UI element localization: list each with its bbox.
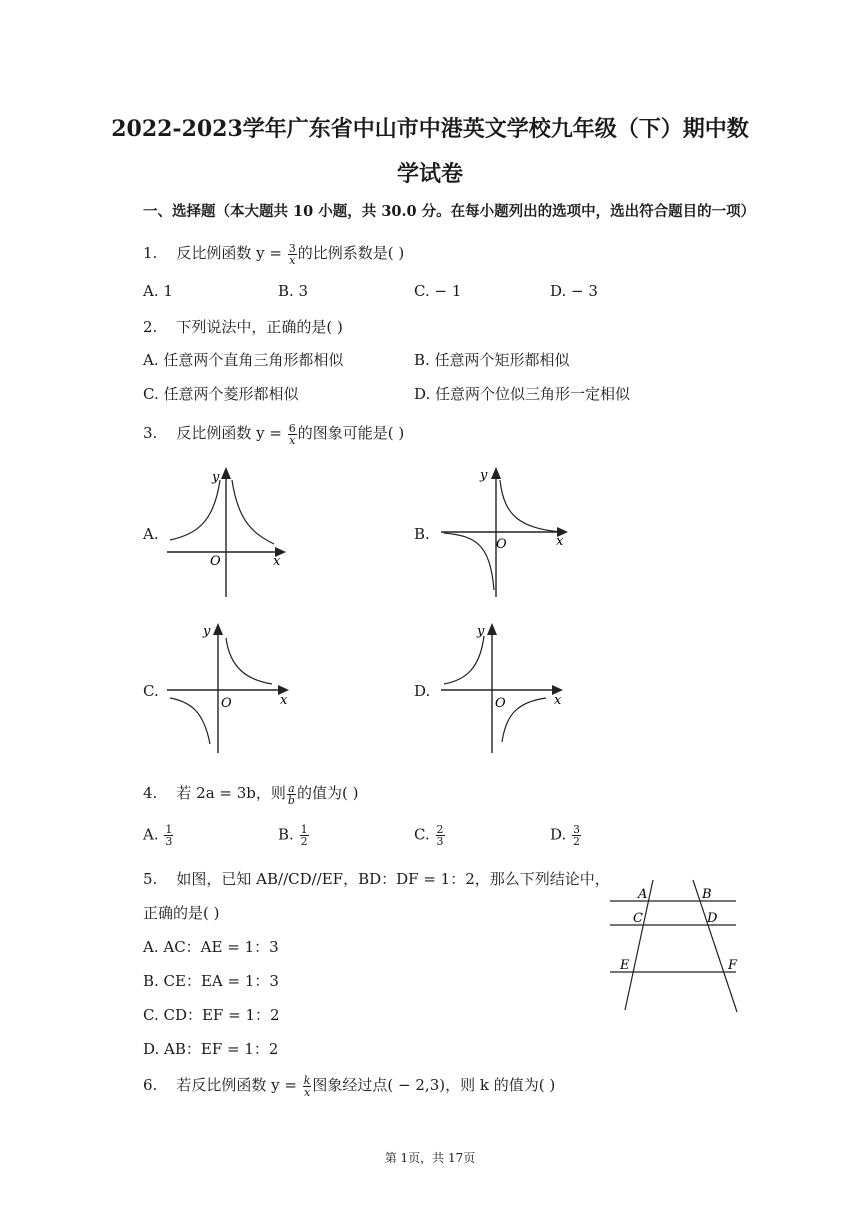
option-a[interactable]: A. [143, 525, 159, 543]
svg-text:E: E [620, 958, 630, 973]
option-a[interactable]: A. $\frac{1}{3}$ [143, 823, 173, 848]
option-d[interactable]: D. 任意两个位似三角形一定相似 [414, 385, 631, 403]
option-b[interactable]: B. 3 [278, 282, 309, 300]
svg-text:O: O [221, 696, 232, 711]
parallel-lines-figure [608, 876, 748, 1016]
graph-option-b [436, 462, 576, 602]
graph-option-d [436, 618, 576, 758]
question-3: 3. 反比例函数 y = $\frac{6}{x}$ 的图象可能是( ) [143, 421, 405, 447]
option-b[interactable]: B. 任意两个矩形都相似 [414, 351, 570, 369]
svg-text:y: y [203, 624, 211, 639]
graph-option-c [162, 618, 302, 758]
question-4: 4. 若 2a = 3b，则 $\frac{a}{b}$ 的值为( ) [143, 781, 359, 807]
svg-text:x: x [556, 534, 564, 549]
svg-text:y: y [480, 468, 488, 483]
option-b[interactable]: B. CE：EA = 1：3 [143, 972, 279, 990]
option-b[interactable]: B. $\frac{1}{2}$ [278, 823, 308, 848]
option-c[interactable]: C. CD：EF = 1：2 [143, 1006, 280, 1024]
fraction: $\frac{a}{b}$ [287, 781, 295, 807]
option-a[interactable]: A. AC：AE = 1：3 [143, 938, 279, 956]
option-d[interactable]: D. [414, 682, 431, 700]
svg-text:B: B [702, 887, 712, 902]
fraction: $\frac{k}{x}$ [303, 1073, 311, 1099]
svg-text:x: x [280, 693, 288, 708]
fraction: $\frac{6}{x}$ [288, 421, 296, 447]
svg-text:y: y [477, 624, 485, 639]
option-c[interactable]: C. 任意两个菱形都相似 [143, 385, 299, 403]
page-footer: 第 1页，共 17页 [384, 1151, 476, 1165]
question-6: 6. 若反比例函数 y = $\frac{k}{x}$ 图象经过点( − 2,3)，则 k 的值为( ) [143, 1073, 556, 1099]
question-5-line2: 正确的是( ) [143, 904, 220, 922]
option-b[interactable]: B. [414, 525, 430, 543]
svg-text:O: O [496, 537, 507, 552]
option-c[interactable]: C. $\frac{2}{3}$ [414, 823, 444, 848]
fraction: $\frac{3}{x}$ [288, 241, 296, 267]
option-a[interactable]: A. 1 [143, 282, 173, 300]
svg-text:y: y [212, 470, 220, 485]
question-2: 2. 下列说法中，正确的是( ) [143, 318, 343, 336]
option-c[interactable]: C. [143, 682, 159, 700]
svg-text:x: x [554, 693, 562, 708]
svg-text:D: D [707, 911, 718, 926]
option-d[interactable]: D. − 3 [550, 282, 598, 300]
svg-text:x: x [273, 554, 281, 569]
page-title-line2: 学试卷 [396, 161, 463, 187]
option-c[interactable]: C. − 1 [414, 282, 462, 300]
svg-text:O: O [495, 696, 506, 711]
option-d[interactable]: D. AB：EF = 1：2 [143, 1040, 279, 1058]
question-5: 5. 如图，已知 AB//CD//EF，BD：DF = 1：2，那么下列结论中， [143, 870, 610, 888]
option-d[interactable]: D. $\frac{3}{2}$ [550, 823, 581, 848]
option-a[interactable]: A. 任意两个直角三角形都相似 [143, 351, 344, 369]
question-1: 1. 反比例函数 y = $\frac{3}{x}$ 的比例系数是( ) [143, 241, 405, 267]
svg-text:O: O [210, 554, 221, 569]
page-title: 2022-2023学年广东省中山市中港英文学校九年级（下）期中数 [111, 116, 749, 142]
svg-text:F: F [728, 958, 738, 973]
graph-option-a [162, 462, 292, 602]
svg-text:C: C [633, 911, 643, 926]
svg-text:A: A [638, 887, 648, 902]
section-heading: 一、选择题（本大题共 10 小题，共 30.0 分。在每小题列出的选项中，选出符合题目的一项） [143, 203, 756, 220]
